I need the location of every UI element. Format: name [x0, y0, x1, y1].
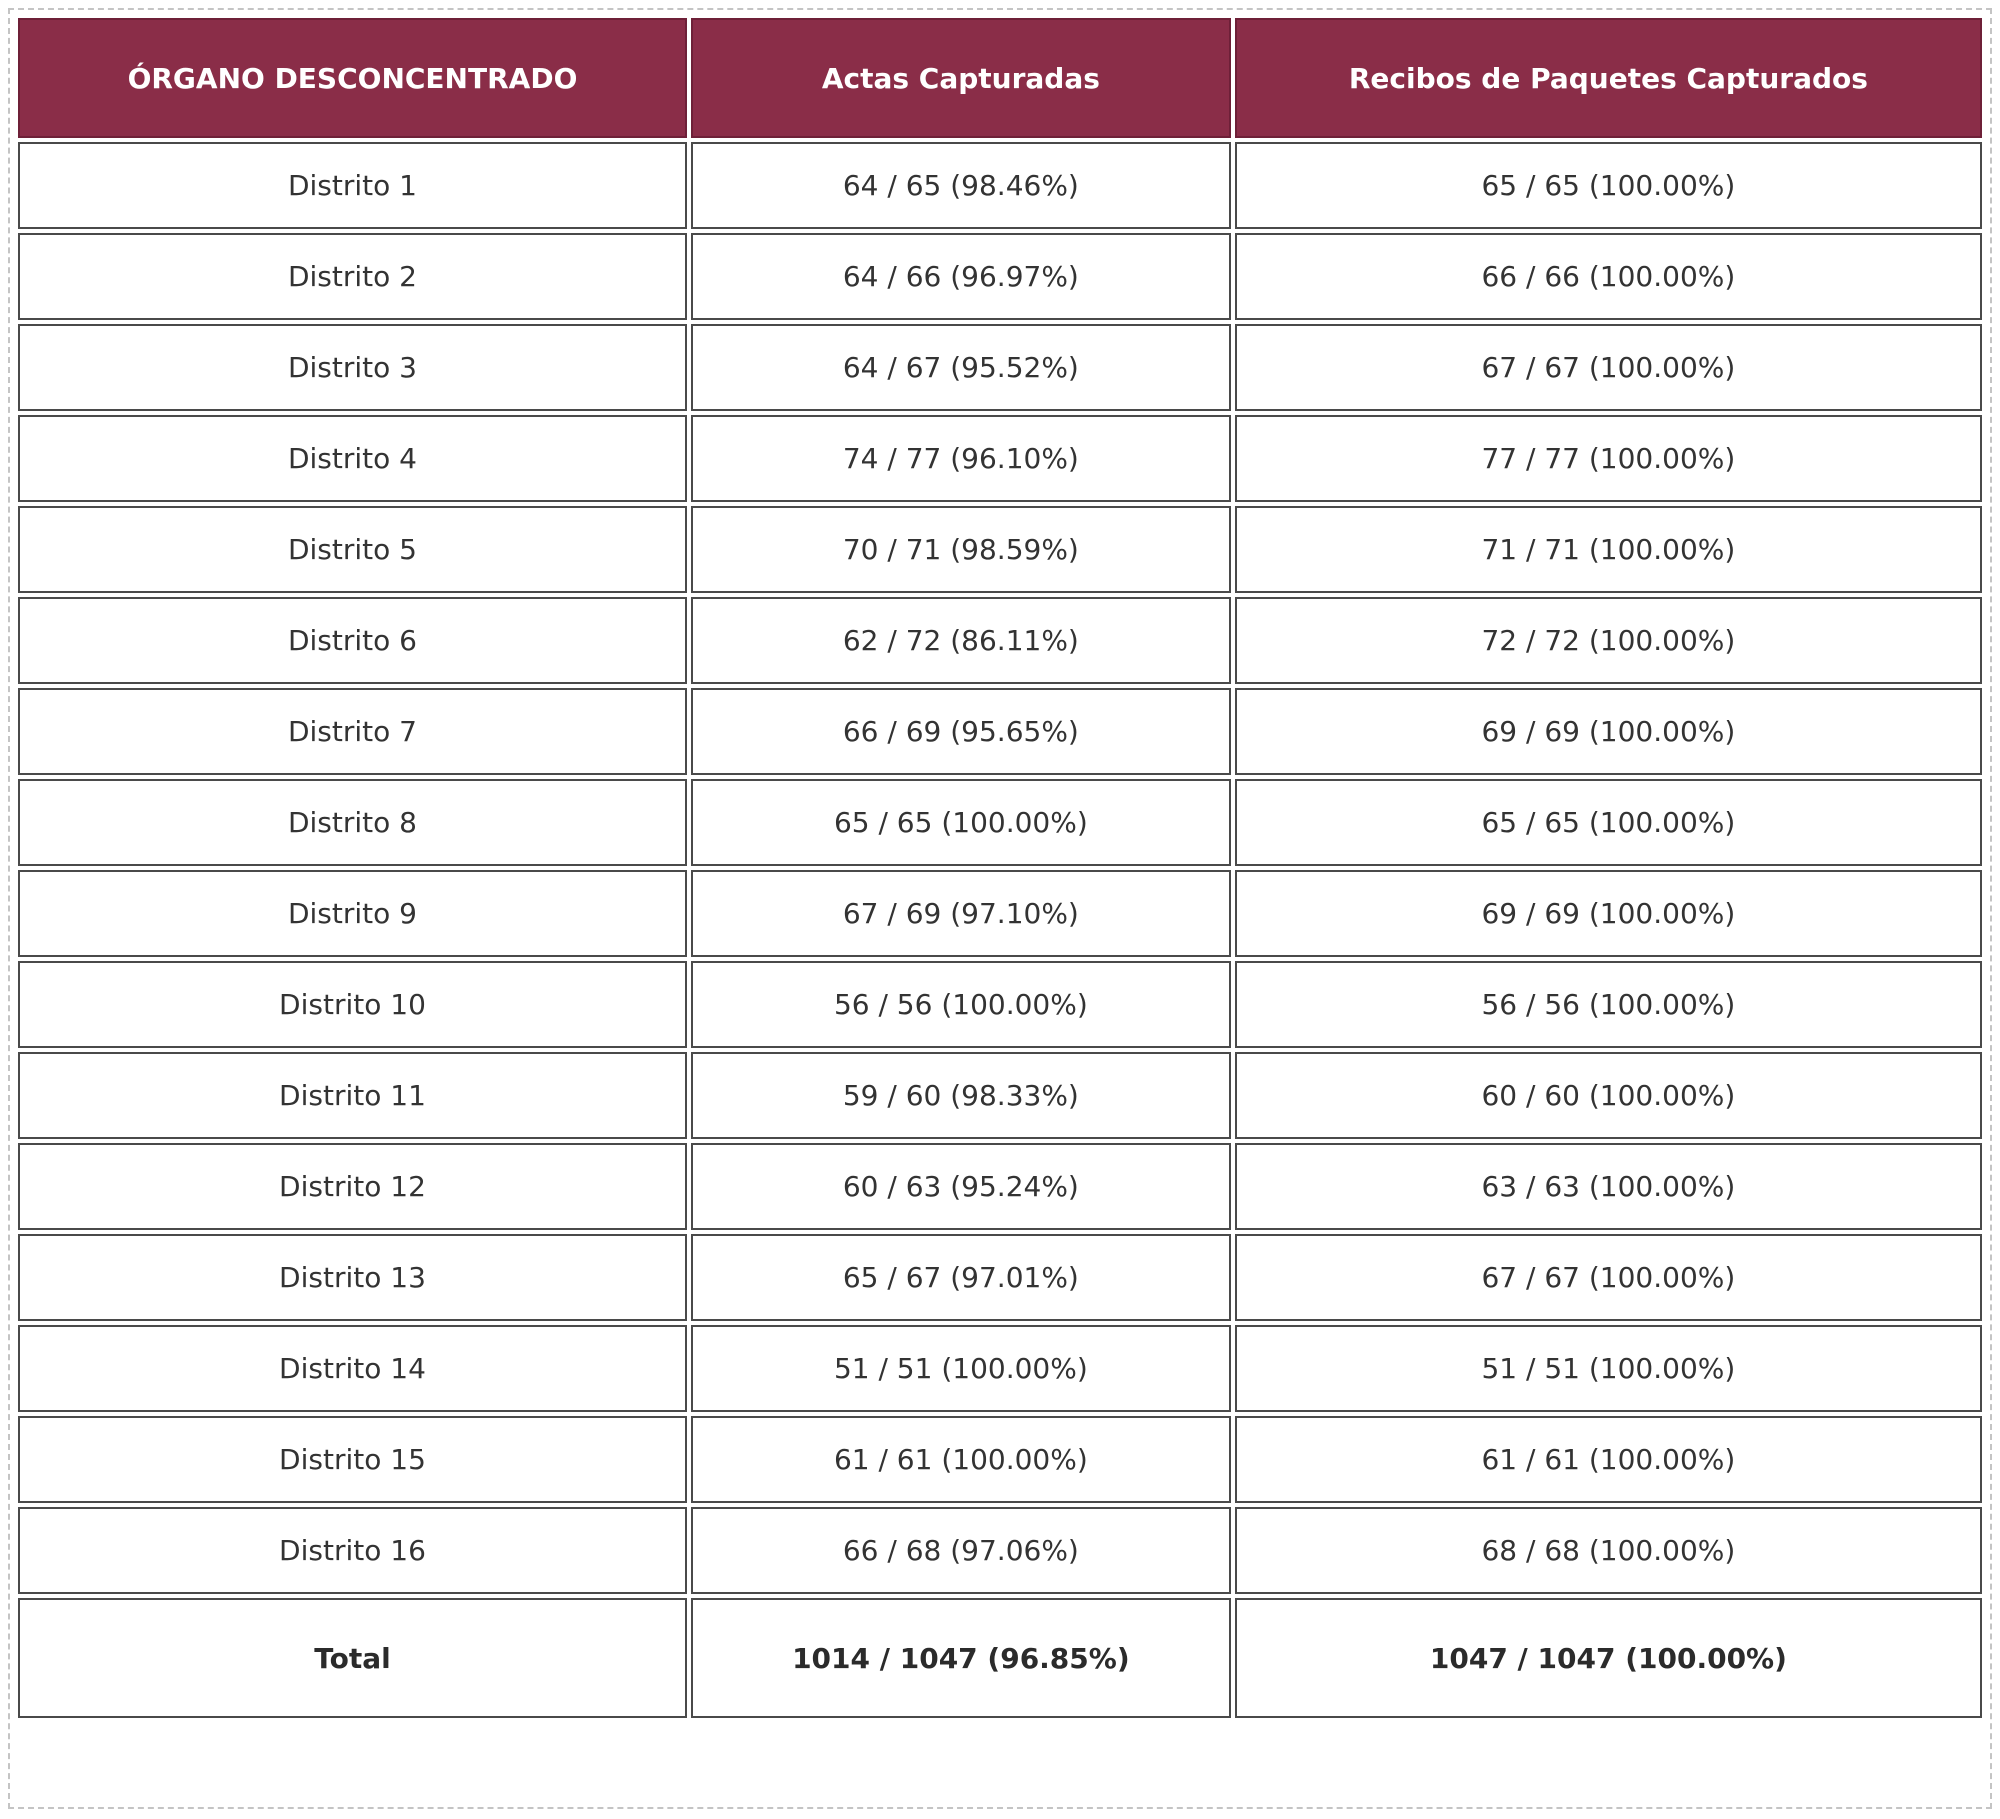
captured-records-table: [14, 14, 1986, 1722]
column-header-actas: Actas Capturadas: [691, 18, 1231, 138]
cell-organo: Distrito 10: [18, 961, 687, 1048]
report-frame: [8, 8, 1992, 1809]
cell-actas: 51 / 51 (100.00%): [691, 1325, 1231, 1412]
cell-recibos: 77 / 77 (100.00%): [1235, 415, 1982, 502]
cell-organo: Distrito 11: [18, 1052, 687, 1139]
cell-organo: Distrito 4: [18, 415, 687, 502]
table-row: [18, 415, 1982, 502]
cell-actas: 65 / 67 (97.01%): [691, 1234, 1231, 1321]
cell-organo: Distrito 15: [18, 1416, 687, 1503]
cell-actas: 59 / 60 (98.33%): [691, 1052, 1231, 1139]
cell-organo: Distrito 9: [18, 870, 687, 957]
cell-organo: Distrito 6: [18, 597, 687, 684]
table-row: [18, 1507, 1982, 1594]
cell-organo: Distrito 8: [18, 779, 687, 866]
cell-organo: Distrito 5: [18, 506, 687, 593]
table-row: [18, 142, 1982, 229]
cell-recibos: 67 / 67 (100.00%): [1235, 1234, 1982, 1321]
table-header-row: [18, 18, 1982, 138]
cell-recibos: 67 / 67 (100.00%): [1235, 324, 1982, 411]
cell-recibos: 72 / 72 (100.00%): [1235, 597, 1982, 684]
cell-organo: Distrito 16: [18, 1507, 687, 1594]
table-row: [18, 961, 1982, 1048]
table-row: [18, 1416, 1982, 1503]
cell-actas: 67 / 69 (97.10%): [691, 870, 1231, 957]
cell-actas: 70 / 71 (98.59%): [691, 506, 1231, 593]
table-row: [18, 870, 1982, 957]
cell-recibos: 65 / 65 (100.00%): [1235, 779, 1982, 866]
cell-recibos: 69 / 69 (100.00%): [1235, 688, 1982, 775]
cell-organo: Distrito 7: [18, 688, 687, 775]
cell-recibos: 68 / 68 (100.00%): [1235, 1507, 1982, 1594]
cell-organo: Distrito 13: [18, 1234, 687, 1321]
column-header-organo: ÓRGANO DESCONCENTRADO: [18, 18, 687, 138]
cell-actas: 65 / 65 (100.00%): [691, 779, 1231, 866]
cell-organo: Distrito 2: [18, 233, 687, 320]
cell-recibos: 63 / 63 (100.00%): [1235, 1143, 1982, 1230]
table-row: [18, 506, 1982, 593]
table-row: [18, 1052, 1982, 1139]
cell-actas: 56 / 56 (100.00%): [691, 961, 1231, 1048]
total-row: [18, 1598, 1982, 1718]
cell-recibos: 51 / 51 (100.00%): [1235, 1325, 1982, 1412]
cell-recibos: 60 / 60 (100.00%): [1235, 1052, 1982, 1139]
cell-actas: 60 / 63 (95.24%): [691, 1143, 1231, 1230]
cell-organo: Distrito 1: [18, 142, 687, 229]
cell-actas: 64 / 67 (95.52%): [691, 324, 1231, 411]
table-row: [18, 597, 1982, 684]
cell-actas: 66 / 68 (97.06%): [691, 1507, 1231, 1594]
cell-organo: Distrito 12: [18, 1143, 687, 1230]
table-row: [18, 1143, 1982, 1230]
cell-actas: 64 / 66 (96.97%): [691, 233, 1231, 320]
cell-recibos: 71 / 71 (100.00%): [1235, 506, 1982, 593]
cell-recibos: 61 / 61 (100.00%): [1235, 1416, 1982, 1503]
table-row: [18, 324, 1982, 411]
total-recibos: 1047 / 1047 (100.00%): [1235, 1598, 1982, 1718]
cell-actas: 66 / 69 (95.65%): [691, 688, 1231, 775]
table-row: [18, 233, 1982, 320]
column-header-recibos: Recibos de Paquetes Capturados: [1235, 18, 1982, 138]
cell-actas: 64 / 65 (98.46%): [691, 142, 1231, 229]
cell-recibos: 66 / 66 (100.00%): [1235, 233, 1982, 320]
table-row: [18, 1234, 1982, 1321]
total-label: Total: [18, 1598, 687, 1718]
table-row: [18, 779, 1982, 866]
table-row: [18, 1325, 1982, 1412]
cell-recibos: 65 / 65 (100.00%): [1235, 142, 1982, 229]
cell-recibos: 69 / 69 (100.00%): [1235, 870, 1982, 957]
cell-recibos: 56 / 56 (100.00%): [1235, 961, 1982, 1048]
cell-organo: Distrito 3: [18, 324, 687, 411]
total-actas: 1014 / 1047 (96.85%): [691, 1598, 1231, 1718]
cell-actas: 62 / 72 (86.11%): [691, 597, 1231, 684]
cell-actas: 74 / 77 (96.10%): [691, 415, 1231, 502]
cell-organo: Distrito 14: [18, 1325, 687, 1412]
cell-actas: 61 / 61 (100.00%): [691, 1416, 1231, 1503]
table-row: [18, 688, 1982, 775]
